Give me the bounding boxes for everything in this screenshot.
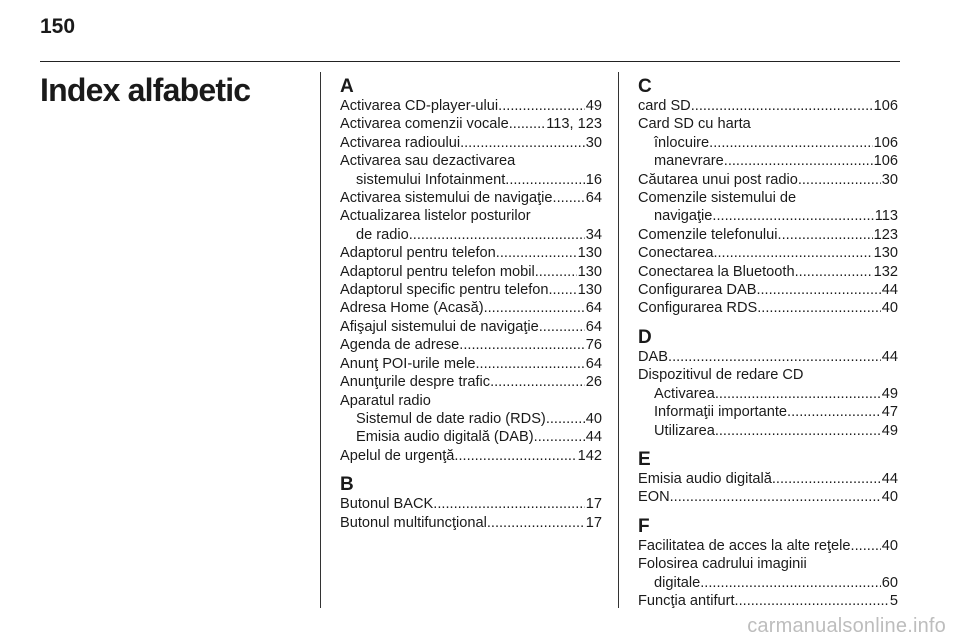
entry-page: 106 — [873, 134, 898, 151]
dot-leader — [713, 244, 872, 262]
dot-leader — [475, 355, 584, 373]
index-column-2 — [638, 77, 898, 610]
entry-text: Agenda de adrese — [340, 337, 460, 354]
entry-page: 44 — [881, 282, 898, 299]
dot-leader — [549, 281, 577, 299]
page-number: 150 — [40, 15, 76, 38]
dot-leader — [798, 171, 881, 189]
dot-leader — [691, 97, 873, 115]
entry-text: Butonul BACK — [340, 496, 434, 513]
entry-text: Conectarea la Bluetooth — [638, 263, 795, 280]
entry-page: 47 — [881, 404, 898, 421]
index-subentry — [638, 385, 898, 403]
entry-page: 40 — [881, 537, 898, 554]
entry-text: Butonul multifuncţional — [340, 514, 487, 531]
entry-page: 34 — [585, 226, 602, 243]
index-entry — [340, 152, 602, 189]
entry-line — [340, 336, 602, 354]
entry-line — [654, 134, 898, 152]
index-entry — [638, 263, 898, 281]
entry-line — [654, 152, 898, 170]
index-entry — [340, 355, 602, 373]
entry-line — [638, 592, 898, 610]
entry-text: Emisia audio digitală (DAB) — [356, 429, 534, 446]
entry-text: Informaţii importante — [654, 404, 788, 421]
entry-line — [340, 115, 602, 133]
index-entry — [340, 134, 602, 152]
entry-page: 132 — [873, 263, 898, 280]
entry-line — [654, 403, 898, 421]
entry-line — [340, 355, 602, 373]
entry-page: 130 — [873, 245, 898, 262]
header-rule — [40, 61, 900, 62]
entry-text: Adresa Home (Acasă) — [340, 300, 484, 317]
entry-line — [340, 514, 602, 532]
entry-text: Funcţia antifurt — [638, 592, 735, 609]
entry-line — [340, 299, 602, 317]
entry-line — [654, 422, 898, 440]
entry-text: Folosirea cadrului imaginii — [638, 556, 807, 573]
entry-text-continued: sistemului Infotainment — [356, 171, 506, 188]
entry-page: 44 — [881, 470, 898, 487]
entry-line — [638, 299, 898, 317]
entry-heading: Dispozitivul de redare CD — [638, 367, 804, 384]
entry-line — [638, 207, 898, 225]
entry-text: Activarea radioului — [340, 134, 461, 151]
index-entry — [638, 97, 898, 115]
entry-page: 76 — [585, 337, 602, 354]
entry-text: Activarea sau dezactivarea — [340, 153, 516, 170]
entry-text: Adaptorul specific pentru telefon — [340, 282, 549, 299]
index-entry — [340, 299, 602, 317]
entry-line — [340, 189, 602, 207]
entry-page: 26 — [585, 374, 602, 391]
dot-leader — [851, 537, 881, 555]
index-subentry — [638, 403, 898, 421]
dot-leader — [539, 318, 585, 336]
dot-leader — [505, 171, 585, 189]
entry-text: Comenzile sistemului de — [638, 190, 797, 207]
entry-page: 64 — [585, 300, 602, 317]
index-subentry — [638, 152, 898, 170]
entry-text: Anunţurile despre trafic — [340, 374, 491, 391]
entry-line — [340, 97, 602, 115]
entry-text: Activarea comenzii vocale — [340, 116, 509, 133]
entry-text: Facilitatea de acces la alte reţele — [638, 537, 851, 554]
dot-leader — [668, 348, 881, 366]
index-entry — [340, 263, 602, 281]
entry-line — [638, 281, 898, 299]
index-entry — [638, 488, 898, 506]
index-subentry — [638, 134, 898, 152]
entry-line — [638, 263, 898, 281]
index-letter: B — [340, 474, 354, 496]
entry-line — [638, 244, 898, 262]
entry-line — [340, 134, 602, 152]
dot-leader — [460, 134, 585, 152]
column-divider — [618, 72, 619, 608]
index-letter: F — [638, 515, 650, 537]
entry-line — [638, 97, 898, 115]
dot-leader — [724, 152, 873, 170]
dot-leader — [498, 97, 585, 115]
entry-page: 49 — [585, 98, 602, 114]
index-entry — [638, 226, 898, 244]
index-letter: A — [340, 76, 354, 97]
entry-line — [340, 226, 602, 244]
dot-leader — [715, 422, 881, 440]
entry-text: Emisia audio digitală — [638, 470, 772, 487]
dot-leader — [546, 410, 585, 428]
index-entry — [340, 392, 602, 410]
index-subentry — [340, 428, 602, 446]
entry-text: Apelul de urgenţă — [340, 447, 455, 464]
page-title: Index alfabetic — [40, 72, 251, 108]
entry-page: 16 — [585, 171, 602, 188]
entry-page: 123 — [873, 226, 898, 243]
dot-leader — [459, 336, 584, 354]
index-entry — [340, 336, 602, 354]
index-entry — [340, 373, 602, 391]
entry-line — [638, 348, 898, 366]
entry-line — [638, 470, 898, 488]
dot-leader — [670, 488, 881, 506]
entry-text: manevrare — [654, 153, 724, 170]
index-entry — [638, 115, 898, 133]
dot-leader — [735, 592, 889, 610]
index-entry — [638, 592, 898, 610]
dot-leader — [490, 373, 585, 391]
index-entry — [340, 115, 602, 133]
entry-page: 17 — [585, 496, 602, 513]
entry-page: 113, 123 — [546, 116, 602, 133]
entry-text: card SD — [638, 98, 691, 114]
dot-leader — [454, 447, 576, 465]
entry-line — [340, 171, 602, 189]
entry-text: Actualizarea listelor posturilor — [340, 208, 531, 225]
index-entry — [638, 244, 898, 262]
entry-text: Adaptorul pentru telefon mobil — [340, 263, 535, 280]
entry-page: 5 — [889, 592, 898, 609]
entry-line — [340, 495, 602, 513]
index-entry — [638, 537, 898, 555]
entry-line — [340, 281, 602, 299]
index-entry — [340, 447, 602, 465]
entry-text: Activarea — [654, 385, 715, 402]
entry-page: 64 — [585, 355, 602, 372]
index-entry — [638, 555, 898, 592]
entry-page: 44 — [585, 429, 602, 446]
entry-text: Activarea CD-player-ului — [340, 98, 499, 114]
entry-text: Configurarea DAB — [638, 282, 757, 299]
entry-text-continued: navigaţie — [654, 208, 713, 225]
entry-page: 60 — [881, 574, 898, 591]
dot-leader — [778, 226, 873, 244]
entry-page: 49 — [881, 385, 898, 402]
entry-page: 40 — [881, 300, 898, 317]
entry-text: Sistemul de date radio (RDS) — [356, 410, 546, 427]
entry-page: 106 — [873, 153, 898, 170]
dot-leader — [553, 189, 585, 207]
dot-leader — [535, 263, 577, 281]
dot-leader — [496, 244, 577, 262]
dot-leader — [509, 115, 546, 133]
dot-leader — [757, 299, 881, 317]
entry-page: 44 — [881, 348, 898, 365]
index-entry — [340, 318, 602, 336]
entry-text: Conectarea — [638, 245, 714, 262]
entry-text: Activarea sistemului de navigaţie — [340, 190, 553, 207]
dot-leader — [487, 514, 585, 532]
index-entry — [340, 514, 602, 532]
entry-page: 113 — [874, 208, 898, 225]
entry-text: Configurarea RDS — [638, 300, 758, 317]
entry-page: 130 — [577, 282, 602, 299]
entry-page: 40 — [585, 410, 602, 427]
entry-text: Adaptorul pentru telefon — [340, 245, 496, 262]
entry-line — [340, 373, 602, 391]
entry-line — [340, 263, 602, 281]
index-subentry — [340, 410, 602, 428]
dot-leader — [787, 403, 881, 421]
entry-page: 106 — [873, 98, 898, 114]
entry-page: 30 — [881, 171, 898, 188]
entry-text: Căutarea unui post radio — [638, 171, 798, 188]
index-entry — [638, 348, 898, 366]
entry-text: Anunţ POI-urile mele — [340, 355, 476, 372]
dot-leader — [772, 470, 881, 488]
index-entry — [638, 470, 898, 488]
index-entry — [340, 495, 602, 513]
index-letter: E — [638, 448, 651, 470]
dot-leader — [534, 428, 585, 446]
entry-text: Utilizarea — [654, 422, 715, 439]
entry-page: 142 — [577, 447, 602, 464]
entry-page: 64 — [585, 190, 602, 207]
entry-line — [340, 447, 602, 465]
watermark: carmanualsonline.info — [747, 615, 946, 637]
dot-leader — [484, 299, 585, 317]
index-entry — [340, 207, 602, 244]
index-column-1 — [340, 77, 602, 532]
entry-text: DAB — [638, 348, 669, 365]
entry-heading: Aparatul radio — [340, 392, 431, 409]
index-entry — [340, 97, 602, 115]
dot-leader — [712, 207, 873, 225]
entry-line — [638, 537, 898, 555]
entry-text-continued: digitale — [654, 574, 701, 591]
entry-page: 30 — [585, 134, 602, 151]
entry-line — [638, 226, 898, 244]
dot-leader — [433, 495, 584, 513]
entry-line — [638, 171, 898, 189]
index-entry — [340, 189, 602, 207]
dot-leader — [709, 134, 872, 152]
entry-page: 64 — [585, 318, 602, 335]
dot-leader — [756, 281, 880, 299]
dot-leader — [795, 263, 873, 281]
index-entry — [638, 299, 898, 317]
dot-leader — [700, 574, 881, 592]
index-entry — [340, 281, 602, 299]
entry-page: 17 — [585, 514, 602, 531]
entry-line — [340, 244, 602, 262]
dot-leader — [715, 385, 881, 403]
entry-text: Comenzile telefonului — [638, 226, 778, 243]
entry-text-continued: de radio — [356, 226, 409, 243]
entry-line — [638, 488, 898, 506]
index-entry — [340, 244, 602, 262]
entry-line — [638, 574, 898, 592]
entry-page: 40 — [881, 489, 898, 506]
index-letter: C — [638, 76, 652, 97]
entry-line — [340, 318, 602, 336]
index-entry — [638, 171, 898, 189]
index-entry — [638, 366, 898, 384]
entry-text: EON — [638, 489, 670, 506]
index-entry — [638, 189, 898, 226]
entry-text: Afişajul sistemului de navigaţie — [340, 318, 539, 335]
entry-page: 130 — [577, 263, 602, 280]
entry-line — [356, 410, 602, 428]
entry-page: 130 — [577, 245, 602, 262]
entry-text: înlocuire — [654, 134, 710, 151]
entry-page: 49 — [881, 422, 898, 439]
index-subentry — [638, 422, 898, 440]
column-divider — [320, 72, 321, 608]
dot-leader — [409, 226, 585, 244]
entry-line — [356, 428, 602, 446]
index-entry — [638, 281, 898, 299]
index-letter: D — [638, 326, 652, 348]
entry-heading: Card SD cu harta — [638, 116, 751, 133]
entry-line — [654, 385, 898, 403]
